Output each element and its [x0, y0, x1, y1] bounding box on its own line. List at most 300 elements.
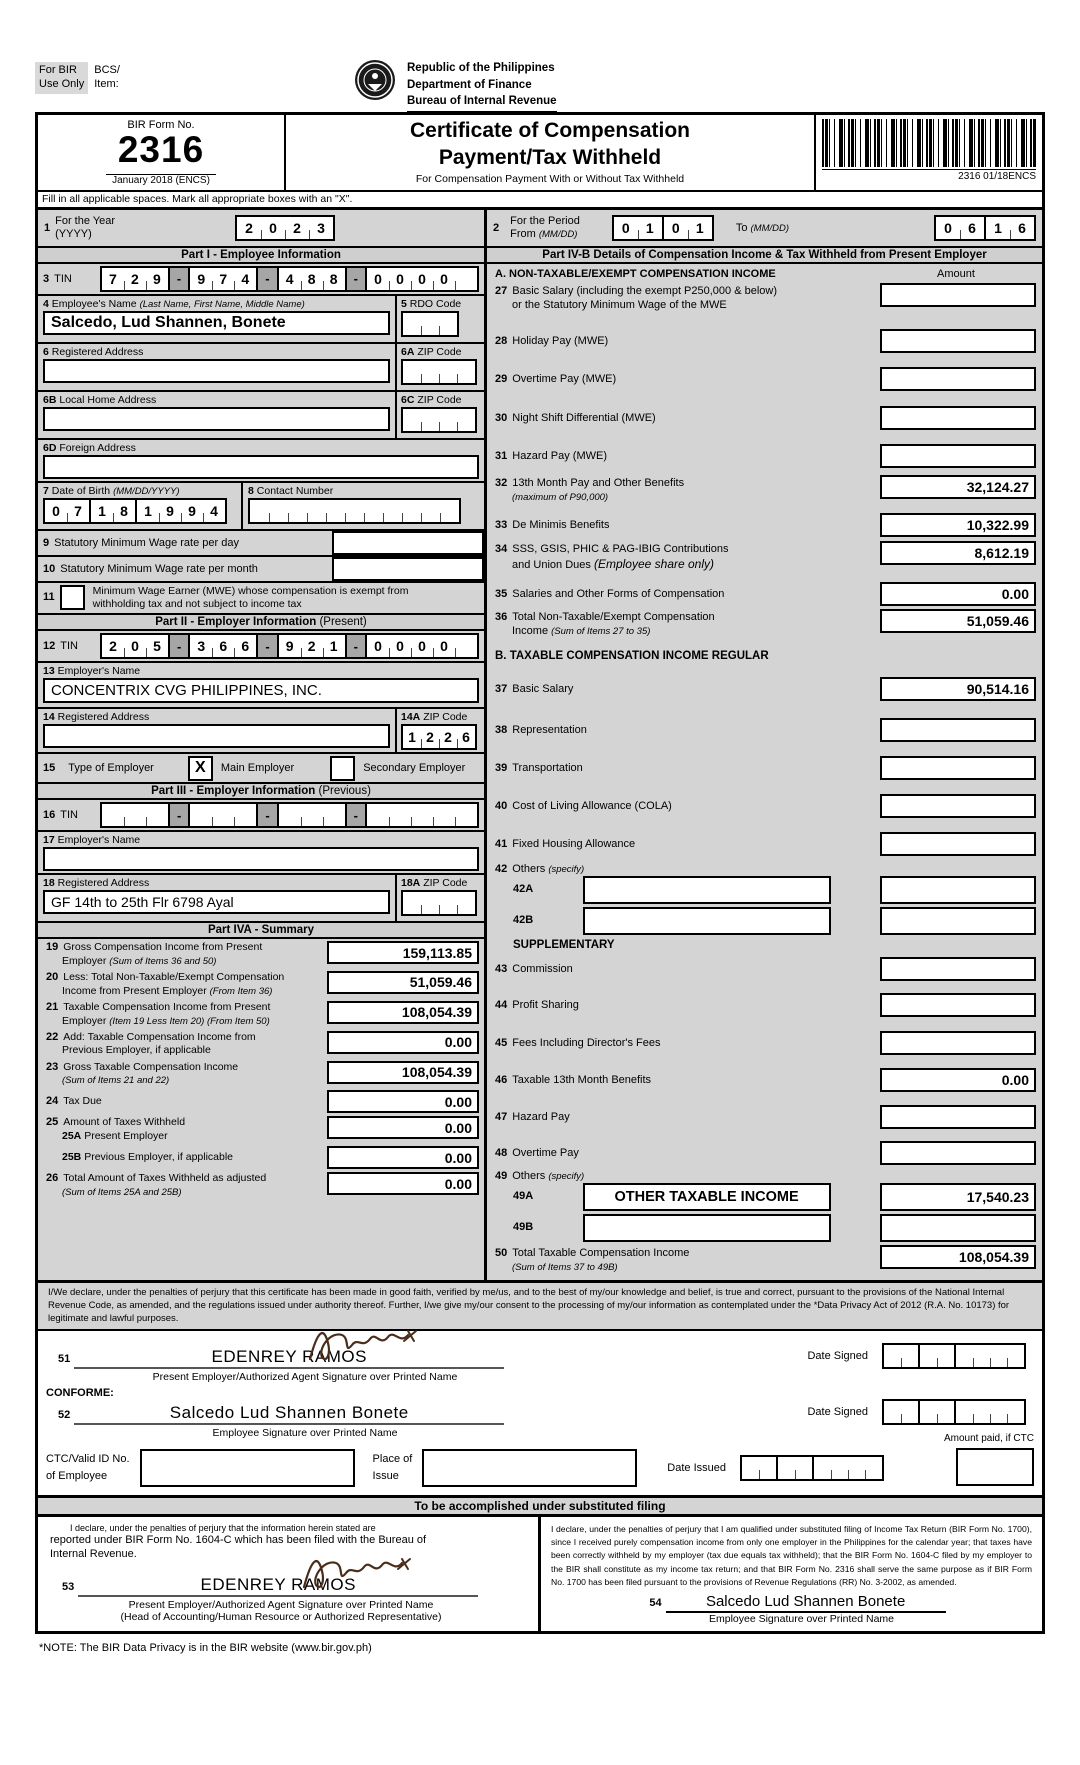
tin-digits: 0 0 0 0 — [367, 268, 477, 290]
field-9-row — [38, 531, 484, 557]
field-13-row — [38, 663, 484, 709]
ctc-id-label — [46, 1451, 130, 1484]
rdo-code-field[interactable] — [401, 311, 459, 337]
note-36: (Sum of Items 27 to 35) — [551, 625, 651, 637]
mwe-line2: withholding tax and not subject to income tax — [92, 597, 302, 610]
date-signed-52-field[interactable] — [882, 1399, 1026, 1425]
note-19: (Sum of Items 36 and 50) — [109, 955, 217, 967]
tin-dash: - — [170, 802, 188, 828]
dob-mm: 0 7 — [45, 500, 89, 522]
employee-tin-g2[interactable] — [188, 266, 258, 292]
prev-employer-tin-g1[interactable] — [100, 802, 170, 828]
label-19b: Employer — [62, 954, 110, 967]
item-12-number: 12 — [43, 640, 56, 653]
section-a-header — [487, 264, 1042, 282]
item-6-number: 6 — [43, 345, 49, 358]
signature-51-name: EDENREY RAMOS — [211, 1346, 367, 1366]
part1-header: Part I - Employee Information — [38, 248, 484, 264]
declaration-text: I/We declare, under the penalties of perjury that this certificate has been made in good faith, verified by me/us, and to the best of my/our knowledge and belief, is true and correct, pursuant to the provisions of the National Internal Revenue Code, as amended, and the regulations issued under authority thereof. Further, I/we give my/our consent to the processing of my/our information as contemplated under the *Data Privacy Act of 2012 (R.A. No. 10173) for legitimate and lawful purposes. — [38, 1280, 1042, 1331]
employer-tin-g3[interactable] — [277, 633, 347, 659]
amount-19[interactable]: 159,113.85 — [327, 941, 479, 964]
form-header — [38, 115, 1042, 192]
note-49: (specify) — [548, 1170, 585, 1182]
part3-header — [38, 784, 484, 800]
employer-address-field[interactable] — [43, 724, 390, 748]
employee-name-block — [38, 296, 395, 342]
label-36: Total Non-Taxable/Exempt Compensation — [512, 610, 715, 623]
period-from-mm: 0 1 — [614, 217, 662, 239]
field-14-14a-row — [38, 709, 484, 754]
form-title-line1: Certificate of Compensation — [409, 119, 691, 142]
note-23: (Sum of Items 21 and 22) — [62, 1075, 170, 1087]
period-from-format: (MM/DD) — [538, 228, 578, 240]
field-50-row — [487, 1244, 1042, 1280]
date-issued-field[interactable] — [740, 1455, 884, 1481]
field-35-row — [487, 580, 1042, 608]
wage-month-field[interactable] — [332, 557, 484, 581]
amount-50[interactable]: 108,054.39 — [880, 1245, 1036, 1269]
label-47: Hazard Pay — [512, 1110, 570, 1123]
signature-53-row — [50, 1575, 526, 1597]
item-35-number: 35 — [495, 587, 508, 600]
label-32: 13th Month Pay and Other Benefits — [512, 476, 685, 489]
period-from-label: From — [510, 227, 536, 240]
amount-20[interactable]: 51,059.46 — [327, 971, 479, 994]
bcs-label: BCS/ — [94, 64, 120, 76]
field-47-row — [487, 1098, 1042, 1136]
item-14a-number: 14A — [401, 711, 421, 724]
secondary-employer-checkbox[interactable] — [330, 756, 355, 781]
item-41-number: 41 — [495, 837, 508, 850]
signature-51-row — [46, 1343, 1034, 1369]
date-cells — [884, 1345, 918, 1367]
period-to-format: (MM/DD) — [750, 222, 790, 234]
zip-cells — [403, 892, 475, 914]
mwe-checkbox[interactable] — [60, 585, 85, 610]
wage-month-label: Statutory Minimum Wage rate per month — [60, 562, 258, 575]
tin-digits — [367, 804, 477, 826]
item-51-number: 51 — [58, 1352, 71, 1365]
wage-day-label: Statutory Minimum Wage rate per day — [54, 536, 239, 549]
zip-cells: 1 2 2 6 — [403, 726, 475, 748]
field-42-label — [487, 863, 1042, 875]
zip-6a-field[interactable] — [401, 359, 477, 385]
part2-suffix: (Present) — [319, 616, 367, 629]
label-48: Overtime Pay — [512, 1146, 579, 1159]
item-18a-number: 18A — [401, 877, 421, 890]
date-cells — [776, 1457, 812, 1479]
ctc-id-line2: of Employee — [46, 1469, 108, 1482]
signature-53-caption — [66, 1599, 496, 1623]
bir-data-privacy-note: *NOTE: The BIR Data Privacy is in the BIR website (www.bir.gov.ph) — [39, 1642, 372, 1655]
amount-32[interactable]: 32,124.27 — [880, 475, 1036, 499]
employee-tin-g3[interactable] — [277, 266, 347, 292]
signature-54-line[interactable] — [666, 1593, 946, 1613]
supplementary-header: SUPPLEMENTARY — [513, 938, 615, 951]
item-39-number: 39 — [495, 761, 508, 774]
rdo-label: RDO Code — [409, 297, 462, 310]
item-44-number: 44 — [495, 998, 508, 1011]
amount-44[interactable] — [880, 993, 1036, 1017]
prev-employer-tin-g3[interactable] — [277, 802, 347, 828]
signature-51-ink — [304, 1321, 424, 1367]
date-cells — [954, 1401, 1024, 1423]
item-8-number: 8 — [248, 484, 254, 497]
tin-dash: - — [347, 633, 365, 659]
conforme-label: CONFORME: — [46, 1386, 114, 1399]
signature-51-line[interactable] — [74, 1347, 504, 1369]
item-46-number: 46 — [495, 1073, 508, 1086]
label-49: Others — [512, 1169, 549, 1182]
period-text: For the Period — [510, 214, 580, 227]
amount-38[interactable] — [880, 718, 1036, 742]
to-text: To — [735, 221, 748, 234]
date-cells — [954, 1345, 1024, 1367]
dob-field[interactable] — [43, 498, 227, 524]
subst-right-text: I declare, under the penalties of perjury that I am qualified under substituted filing of Income Tax Return (BIR Form No. 1700), since I received purely compensation income from only one employer in the Philippines for the calendar year; that taxes have been correctly withheld by my employer (tax due equals tax withheld); that the BIR Form No. 1604-C filed by my employer to the BIR shall constitute as my income tax return; and that BIR Form No. 2316 shall serve the same purpose as if BIR Form No. 1700 has been filed pursuant to the provisions of Revenue Regulations (RR) No. 3-2002, as amended. — [551, 1523, 1032, 1587]
label-42: Others — [512, 862, 549, 875]
amount-28[interactable] — [880, 329, 1036, 353]
dob-format: (MM/DD/YYYY) — [113, 485, 180, 497]
label-23: Gross Taxable Compensation Income — [63, 1060, 239, 1073]
other-42a-text[interactable] — [583, 876, 831, 904]
signature-53-name: EDENREY RAMOS — [200, 1575, 356, 1595]
label-27: Basic Salary (including the exempt P250,000 & below) — [512, 284, 778, 297]
item-49a-number: 49A — [513, 1189, 534, 1202]
item-1-number: 1 — [44, 221, 51, 234]
field-46-row — [487, 1062, 1042, 1098]
barcode — [822, 119, 1036, 167]
field-28-row — [487, 322, 1042, 360]
item-9-number: 9 — [43, 536, 50, 549]
item-21-number: 21 — [46, 1000, 59, 1013]
tin-dash: - — [347, 802, 365, 828]
signature-53-ink — [298, 1549, 418, 1595]
place-line1: Place of — [372, 1453, 413, 1466]
tin-dash: - — [258, 266, 276, 292]
field-44-row — [487, 986, 1042, 1024]
item-24-number: 24 — [46, 1095, 59, 1108]
item-23-number: 23 — [46, 1060, 59, 1073]
other-49b-text[interactable] — [583, 1214, 831, 1242]
amount-25b[interactable]: 0.00 — [327, 1146, 479, 1169]
amount-30[interactable] — [880, 406, 1036, 430]
date-cells — [812, 1457, 882, 1479]
government-headings — [407, 60, 557, 112]
ctc-id-line1: CTC/Valid ID No. — [46, 1453, 130, 1466]
item-3-number: 3 — [43, 272, 50, 285]
label-35: Salaries and Other Forms of Compensation — [512, 587, 725, 600]
label-25b: Previous Employer, if applicable — [84, 1151, 234, 1164]
amount-paid-ctc-field[interactable] — [956, 1448, 1034, 1486]
amount-48[interactable] — [880, 1141, 1036, 1165]
date-signed-51-label: Date Signed — [807, 1349, 868, 1362]
prev-employer-address-label: Registered Address — [57, 877, 150, 890]
label-21b: Employer — [62, 1014, 110, 1027]
item-40-number: 40 — [495, 799, 508, 812]
employee-tin-g1[interactable] — [100, 266, 170, 292]
amount-26[interactable]: 0.00 — [327, 1172, 479, 1195]
dob-label: Date of Birth — [51, 484, 111, 497]
item-5-number: 5 — [401, 297, 407, 310]
registered-address-field[interactable] — [43, 359, 390, 383]
employee-name-label: Employee's Name — [51, 297, 137, 310]
rdo-cells — [403, 313, 457, 335]
barcode-caption: 2316 01/18ENCS — [822, 169, 1036, 182]
label-45: Fees Including Director's Fees — [512, 1036, 661, 1049]
item-16-number: 16 — [43, 809, 56, 822]
field-49b-row — [487, 1213, 1042, 1244]
item-48-number: 48 — [495, 1146, 508, 1159]
substituted-left-cell — [38, 1517, 541, 1632]
contact-block — [243, 483, 484, 529]
signature-52-caption: Employee Signature over Printed Name — [212, 1426, 398, 1439]
section-b-header: B. TAXABLE COMPENSATION INCOME REGULAR — [495, 649, 769, 662]
amount-24[interactable]: 0.00 — [327, 1090, 479, 1113]
field-20-row — [38, 969, 484, 999]
date-cells — [884, 1401, 918, 1423]
place-of-issue-field[interactable] — [422, 1449, 637, 1487]
period-to-input[interactable] — [934, 215, 1036, 241]
field-48-row — [487, 1136, 1042, 1170]
employee-tin-g4[interactable] — [365, 266, 479, 292]
field-18-18a-row — [38, 875, 484, 923]
item-19-number: 19 — [46, 941, 59, 954]
label-44: Profit Sharing — [512, 998, 579, 1011]
tin-dash: - — [170, 266, 188, 292]
part2-title: Part II - Employer Information — [155, 616, 317, 629]
substituted-filing-columns — [38, 1517, 1042, 1632]
date-signed-52-block — [807, 1399, 1026, 1425]
label-26: Total Amount of Taxes Withheld as adjusted — [63, 1172, 267, 1185]
amount-paid-ctc-label: Amount paid, if CTC — [943, 1432, 1034, 1444]
amount-36[interactable]: 51,059.46 — [880, 609, 1036, 633]
field-29-row — [487, 360, 1042, 398]
field-27-row — [487, 282, 1042, 322]
item-10-number: 10 — [43, 562, 56, 575]
amount-35[interactable]: 0.00 — [880, 582, 1036, 606]
main-employer-checkbox[interactable]: X — [188, 756, 213, 781]
employer-name-field[interactable]: CONCENTRIX CVG PHILIPPINES, INC. — [43, 678, 479, 703]
amount-42b[interactable] — [880, 907, 1036, 935]
date-issued-label: Date Issued — [667, 1461, 726, 1474]
amount-34[interactable]: 8,612.19 — [880, 541, 1036, 565]
zip-6c-field[interactable] — [401, 407, 477, 433]
field-30-row — [487, 398, 1042, 438]
tin-digits — [102, 804, 168, 826]
amount-27[interactable] — [880, 283, 1036, 307]
item-15-number: 15 — [43, 762, 56, 775]
employee-name-format: (Last Name, First Name, Middle Name) — [139, 298, 305, 310]
label-38: Representation — [512, 723, 587, 736]
field-15-row — [38, 754, 484, 784]
label-30: Night Shift Differential (MWE) — [512, 411, 656, 424]
employer-tin-g4[interactable] — [365, 633, 479, 659]
field-23-row — [38, 1059, 484, 1089]
label-36b: Income — [512, 624, 552, 637]
employee-name-field[interactable]: Salcedo, Lud Shannen, Bonete — [43, 311, 390, 335]
ctc-id-field[interactable] — [140, 1449, 355, 1487]
item-29-number: 29 — [495, 372, 508, 385]
form-no: 2316 — [117, 129, 205, 170]
label-33: De Minimis Benefits — [512, 518, 610, 531]
amount-33[interactable]: 10,322.99 — [880, 513, 1036, 537]
item-30-number: 30 — [495, 411, 508, 424]
field-26-row — [38, 1170, 484, 1203]
item-7-number: 7 — [43, 484, 49, 497]
prev-employer-name-field[interactable] — [43, 847, 479, 871]
field-34-row — [487, 540, 1042, 580]
field-25a-row — [38, 1114, 484, 1144]
item-28-number: 28 — [495, 334, 508, 347]
field-10-row — [38, 557, 484, 583]
prev-employer-tin-g4[interactable] — [365, 802, 479, 828]
label-20b: Income from Present Employer — [62, 984, 210, 997]
tin-digits: 2 0 5 — [102, 635, 168, 657]
period-label — [510, 215, 580, 241]
item-42a-number: 42A — [513, 882, 534, 895]
amount-31[interactable] — [880, 444, 1036, 468]
local-home-address-field[interactable] — [43, 407, 390, 431]
item-37-number: 37 — [495, 682, 508, 695]
amount-43[interactable] — [880, 957, 1036, 981]
label-34: SSS, GSIS, PHIC & PAG-IBIG Contributions — [512, 542, 729, 555]
other-49a-text[interactable]: OTHER TAXABLE INCOME — [583, 1183, 831, 1211]
amount-46[interactable]: 0.00 — [880, 1068, 1036, 1092]
item-2-number: 2 — [493, 221, 500, 234]
tin-label: TIN — [54, 272, 72, 285]
fill-instruction: Fill in all applicable spaces. Mark all appropriate boxes with an "X". — [38, 192, 1042, 210]
year-input[interactable] — [235, 215, 335, 241]
part4a-header: Part IVA - Summary — [38, 923, 484, 939]
item-4-number: 4 — [43, 297, 49, 310]
other-42b-text[interactable] — [583, 907, 831, 935]
form-number-box — [38, 115, 286, 190]
label-22: Add: Taxable Compensation Income from — [63, 1030, 256, 1043]
wage-day-field[interactable] — [332, 531, 484, 555]
signature-52-line[interactable] — [74, 1403, 504, 1425]
contact-field[interactable] — [248, 498, 461, 524]
amount-45[interactable] — [880, 1031, 1036, 1055]
label-21: Taxable Compensation Income from Present — [63, 1000, 271, 1013]
amount-47[interactable] — [880, 1105, 1036, 1129]
label-43: Commission — [512, 962, 573, 975]
label-27b: or the Statutory Minimum Wage of the MWE — [512, 298, 727, 311]
field-37-row — [487, 667, 1042, 711]
zip-cells — [403, 409, 475, 431]
amount-37[interactable]: 90,514.16 — [880, 677, 1036, 701]
republic-line: Republic of the Philippines — [407, 62, 555, 74]
amount-40[interactable] — [880, 794, 1036, 818]
period-from-input[interactable] — [612, 215, 714, 241]
amount-25a[interactable]: 0.00 — [327, 1116, 479, 1139]
amount-42a[interactable] — [880, 876, 1036, 904]
bir-line: Bureau of Internal Revenue — [407, 93, 557, 112]
zip-14a-field[interactable] — [401, 724, 477, 750]
form-columns — [38, 210, 1042, 1280]
date-cells — [742, 1457, 776, 1479]
left-column — [38, 210, 487, 1280]
amount-49b[interactable] — [880, 1214, 1036, 1242]
item-49b-number: 49B — [513, 1220, 534, 1233]
form-no-label: BIR Form No. — [127, 119, 195, 131]
prev-employer-address-field[interactable]: GF 14th to 25th Flr 6798 Ayal — [43, 890, 390, 914]
zip-18a-field[interactable] — [401, 890, 477, 916]
field-36-row — [487, 608, 1042, 646]
amount-41[interactable] — [880, 832, 1036, 856]
employer-tin-g1[interactable] — [100, 633, 170, 659]
signature-53-cap1: Present Employer/Authorized Agent Signature over Printed Name — [128, 1599, 434, 1612]
amount-21[interactable]: 108,054.39 — [327, 1001, 479, 1024]
zip-18a-label: ZIP Code — [423, 877, 468, 890]
item-22-number: 22 — [46, 1030, 59, 1043]
field-25b-row — [38, 1144, 484, 1170]
amount-23[interactable]: 108,054.39 — [327, 1061, 479, 1084]
zip-cells — [403, 361, 475, 383]
place-of-issue-label — [373, 1451, 413, 1484]
amount-49a[interactable]: 17,540.23 — [880, 1183, 1036, 1211]
prev-employer-name-label: Employer's Name — [57, 834, 141, 847]
year-digits: 2 0 2 3 — [237, 217, 333, 239]
note-42: (specify) — [548, 863, 585, 875]
item-25-number: 25 — [46, 1116, 59, 1129]
contact-label: Contact Number — [256, 484, 334, 497]
part4b-header: Part IV-B Details of Compensation Income & Tax Withheld from Present Employer — [487, 248, 1042, 264]
tin-digits — [190, 804, 256, 826]
field-43-row — [487, 952, 1042, 986]
field-31-row — [487, 438, 1042, 474]
field-1-year — [38, 210, 484, 248]
date-signed-51-field[interactable] — [882, 1343, 1026, 1369]
signature-53-line[interactable] — [78, 1575, 478, 1597]
field-6b-6c-row — [38, 392, 484, 440]
field-2-period — [487, 210, 1042, 248]
item-34-number: 34 — [495, 542, 508, 555]
tin-digits: 4 8 8 — [279, 268, 345, 290]
amount-22[interactable]: 0.00 — [327, 1031, 479, 1054]
period-from-dd: 0 1 — [662, 217, 712, 239]
contact-cells — [250, 500, 459, 522]
rdo-code-block — [395, 296, 484, 342]
signature-53-cap2: (Head of Accounting/Human Resource or Authorized Representative) — [120, 1611, 442, 1624]
item-11-number: 11 — [43, 590, 55, 603]
foreign-address-field[interactable] — [43, 455, 479, 479]
label-31: Hazard Pay (MWE) — [512, 449, 607, 462]
label-25: Amount of Taxes Withheld — [63, 1116, 186, 1129]
label-22b: Previous Employer, if applicable — [62, 1044, 211, 1057]
note-50: (Sum of Items 37 to 49B) — [512, 1261, 618, 1273]
amount-39[interactable] — [880, 756, 1036, 780]
field-3-tin — [38, 264, 484, 296]
place-line2: Issue — [372, 1469, 399, 1482]
field-22-row — [38, 1029, 484, 1059]
part3-suffix: (Previous) — [318, 785, 371, 798]
tin-dash: - — [347, 266, 365, 292]
amount-29[interactable] — [880, 367, 1036, 391]
prev-employer-tin-g2[interactable] — [188, 802, 258, 828]
item-26-number: 26 — [46, 1172, 59, 1185]
label-46: Taxable 13th Month Benefits — [512, 1073, 652, 1086]
note-26: (Sum of Items 25A and 25B) — [62, 1187, 182, 1199]
tin-digits: 9 7 4 — [190, 268, 256, 290]
item-49-number: 49 — [495, 1169, 508, 1182]
employer-tin-g2[interactable] — [188, 633, 258, 659]
period-to-label — [736, 222, 789, 234]
zip-6c-label: ZIP Code — [417, 393, 462, 406]
year-label: For the Year — [55, 214, 116, 227]
label-25a: Present Employer — [84, 1130, 168, 1143]
field-6-6a-row — [38, 344, 484, 392]
